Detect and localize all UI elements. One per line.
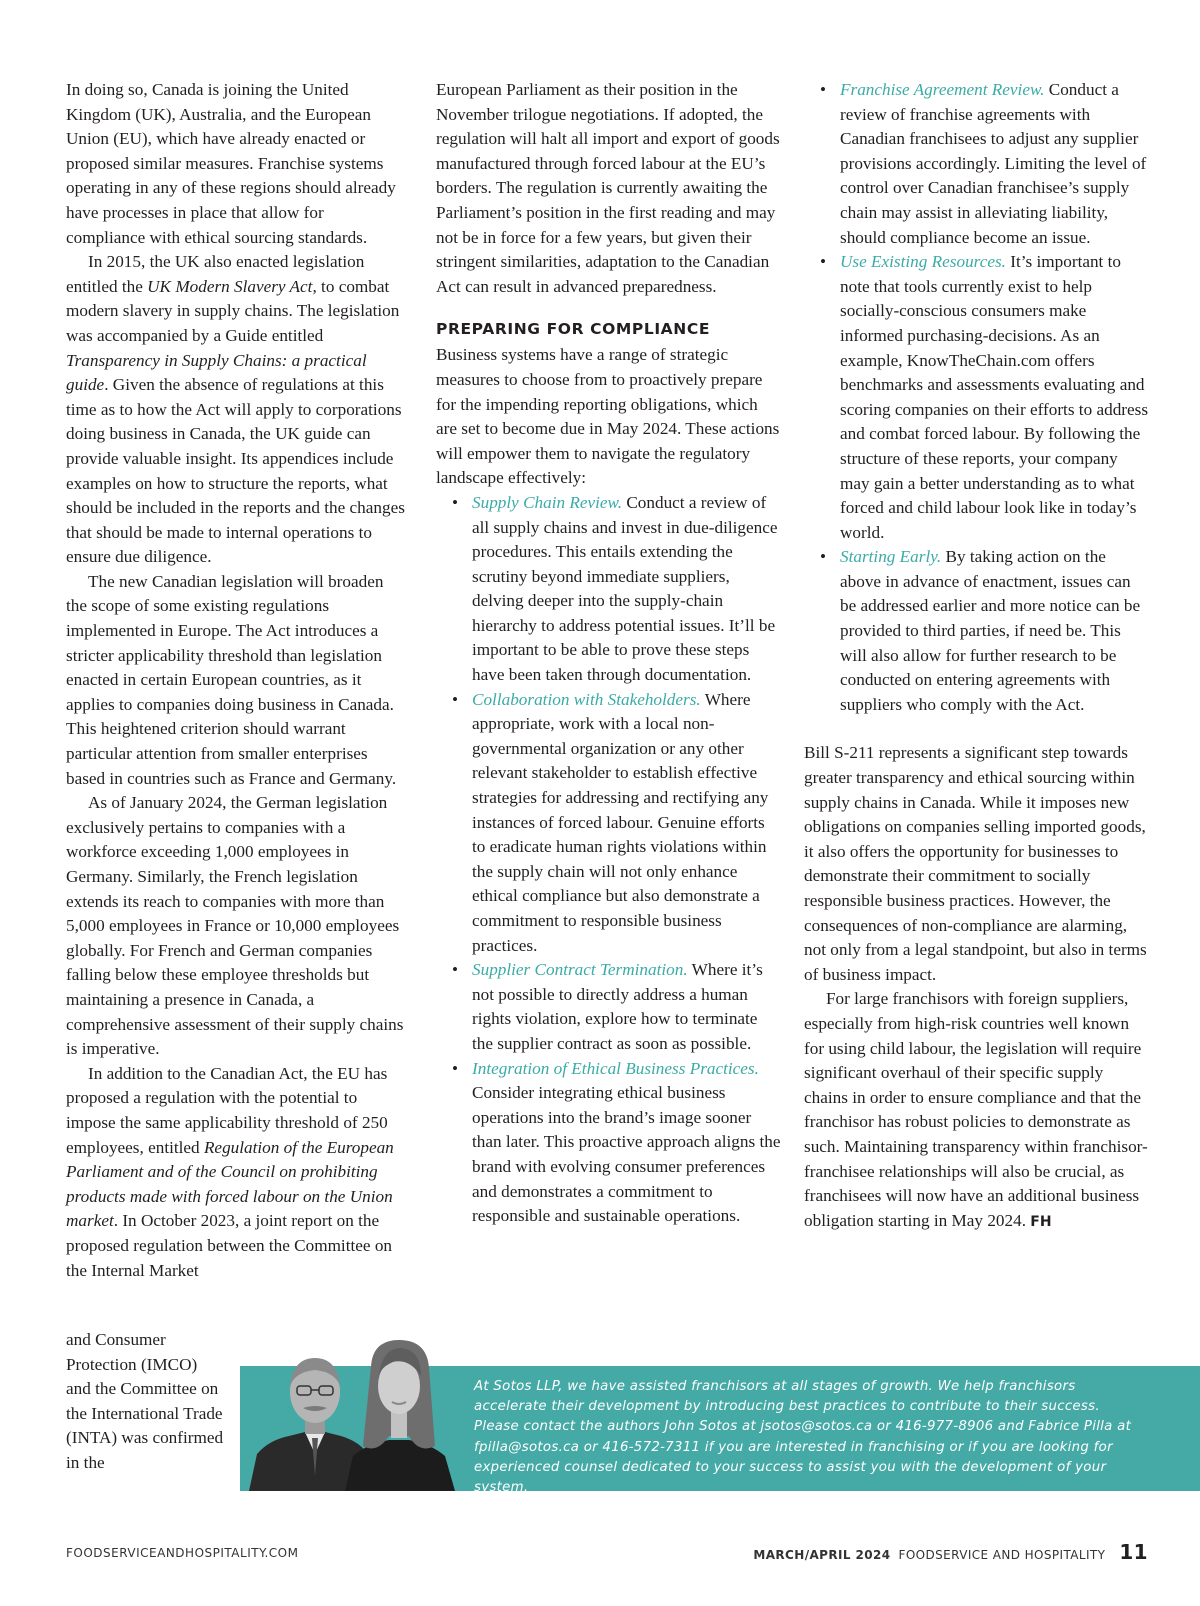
section-heading: PREPARING FOR COMPLIANCE bbox=[436, 320, 711, 339]
author-photos bbox=[249, 1336, 459, 1491]
paragraph: In doing so, Canada is joining the United Kingdom (UK), Australia, and the European Union (EU), which have already enacted or proposed similar measures. Franchise systems operating in any of these regions should already have processes in place that allow for compliance with ethical sourcing standards. bbox=[66, 80, 396, 247]
column-3 bbox=[804, 78, 1149, 1234]
list-item: • Supply Chain Review. Conduct a review of all supply chains and invest in due-diligence procedures. This entails extending the scrutiny beyond immediate suppliers, delving deeper into the supply-chain hierarchy to address potential issues. It’ll be important to be able to prove these steps have been taken through documentation. bbox=[436, 491, 781, 688]
paragraph: Bill S-211 represents a significant step towards greater transparency and ethical sourcing within supply chains in Canada. While it imposes new obligations on companies selling imported goods, it also offers the opportunity for businesses to demonstrate their commitment to socially responsible business practices. However, the consequences of non-compliance are alarming, not only from a legal standpoint, but also in terms of business impact. bbox=[804, 743, 1147, 984]
footer-issue-info bbox=[753, 1540, 1148, 1564]
list-item: • Collaboration with Stakeholders. Where appropriate, work with a local non-governmental organization or any other relevant stakeholder to establish effective strategies for addressing and rectifying any instances of forced labour. Genuine efforts to eradicate human rights violations within the supply chain will not only enhance ethical compliance but also demonstrate a commitment to responsible business practices. bbox=[436, 688, 781, 959]
page-number: 11 bbox=[1119, 1540, 1148, 1564]
end-mark: FH bbox=[1030, 1213, 1052, 1230]
footer-website: FOODSERVICEANDHOSPITALITY.COM bbox=[66, 1546, 299, 1560]
paragraph: Business systems have a range of strategic measures to choose from to proactively prepare for the impending reporting obligations, which are set to become due in May 2024. These actions will empower them to navigate the regulatory landscape effectively: bbox=[436, 345, 780, 488]
paragraph: In addition to the Canadian Act, the EU has proposed a regulation with the potential to impose the same applicability threshold of 250 employees, entitled Regulation of the European Parliament and of the Council on prohibiting products made with forced labour on the Union market. In October 2023, a joint report on the proposed regulation between the Committee on the Internal Market bbox=[66, 1063, 394, 1280]
column-1-continuation bbox=[66, 1328, 226, 1476]
author-bio: At Sotos LLP, we have assisted franchisors at all stages of growth. We help franchisors accelerate their development by introducing best practices to contribute to their success. Please contact the authors John Sotos at jsotos@sotos.ca or 416-977-8906 and Fabrice Pilla at fpilla@sotos.ca or 416-572-7311 if you are interested in franchising or if you are looking for experienced counsel dedicated to your success to assist you with the development of your system. bbox=[474, 1379, 1132, 1496]
list-item: • Integration of Ethical Business Practices. Consider integrating ethical business operations into the brand’s image sooner than later. This proactive approach aligns the brand with evolving consumer preferences and demonstrates a commitment to responsible and sustainable operations. bbox=[436, 1057, 781, 1229]
paragraph: and Consumer Protection (IMCO) and the Committee on the International Trade (INTA) was confirmed in the bbox=[66, 1330, 224, 1472]
paragraph: European Parliament as their position in the November trilogue negotiations. If adopted, the regulation will halt all import and export of goods manufactured through forced labour at the EU’s borders. The regulation is currently awaiting the Parliament’s position in the first reading and may not be in force for a few years, but given their stringent similarities, adaptation to the Canadian Act can result in advanced preparedness. bbox=[436, 80, 780, 296]
column-2 bbox=[436, 78, 781, 1229]
column-1 bbox=[66, 78, 406, 1283]
list-item: • Starting Early. By taking action on the above in advance of enactment, issues can be addressed earlier and more notice can be provided to third parties, if need be. This will also allow for further research to be conducted on entering agreements with suppliers who comply with the Act. bbox=[804, 545, 1149, 717]
issue-date: MARCH/APRIL 2024 bbox=[753, 1548, 891, 1562]
paragraph: In 2015, the UK also enacted legislation entitled the UK Modern Slavery Act, to combat modern slavery in supply chains. The legislation was accompanied by a Guide entitled Transparency in Supply Chains: a practical guide. Given the absence of regulations at this time as to how the Act will apply to corporations doing business in Canada, the UK guide can provide valuable insight. Its appendices include examples on how to structure the reports, what should be included in the reports and the changes that should be made to internal operations to ensure due diligence. bbox=[66, 252, 405, 567]
bullet-list bbox=[804, 78, 1149, 717]
list-item: • Supplier Contract Termination. Where it’s not possible to directly address a human rights violation, explore how to terminate the supplier contract as soon as possible. bbox=[436, 958, 781, 1056]
paragraph: As of January 2024, the German legislation exclusively pertains to companies with a workforce exceeding 1,000 employees in Germany. Similarly, the French legislation extends its reach to companies with more than 5,000 employees in France or 10,000 employees globally. For French and German companies falling below these employee thresholds but maintaining a presence in Canada, a comprehensive assessment of their supply chains is imperative. bbox=[66, 793, 404, 1059]
author-photo-fabrice-pilla bbox=[345, 1340, 455, 1491]
publication-name: FOODSERVICE AND HOSPITALITY bbox=[898, 1548, 1106, 1562]
bullet-list bbox=[436, 491, 781, 1229]
paragraph: For large franchisors with foreign suppliers, especially from high-risk countries well known for using child labour, the legislation will require significant overhaul of their specific supply chains in order to ensure compliance and that the franchisor has robust policies to demonstrate as such. Maintaining transparency within franchisor-franchisee relationships will also be crucial, as franchisees will now have an additional business obligation starting in May 2024. FH bbox=[804, 989, 1148, 1230]
list-item: • Use Existing Resources. It’s important to note that tools currently exist to help socially-conscious consumers make informed purchasing-decisions. As an example, KnowTheChain.com offers benchmarks and assessments evaluating and scoring companies on their efforts to address and combat forced labour. By following the structure of these reports, your company may gain a better understanding as to what forced and child labour look like in today’s world. bbox=[804, 250, 1149, 545]
paragraph: The new Canadian legislation will broaden the scope of some existing regulations implemented in Europe. The Act introduces a stricter applicability threshold than legislation enacted in certain European countries, as it applies to companies doing business in Canada. This heightened criterion should warrant particular attention from smaller enterprises based in countries such as France and Germany. bbox=[66, 571, 397, 788]
list-item: • Franchise Agreement Review. Conduct a review of franchise agreements with Canadian franchisees to adjust any supplier provisions accordingly. Limiting the level of control over Canadian franchisee’s supply chain may assist in alleviating liability, should compliance become an issue. bbox=[804, 78, 1149, 250]
